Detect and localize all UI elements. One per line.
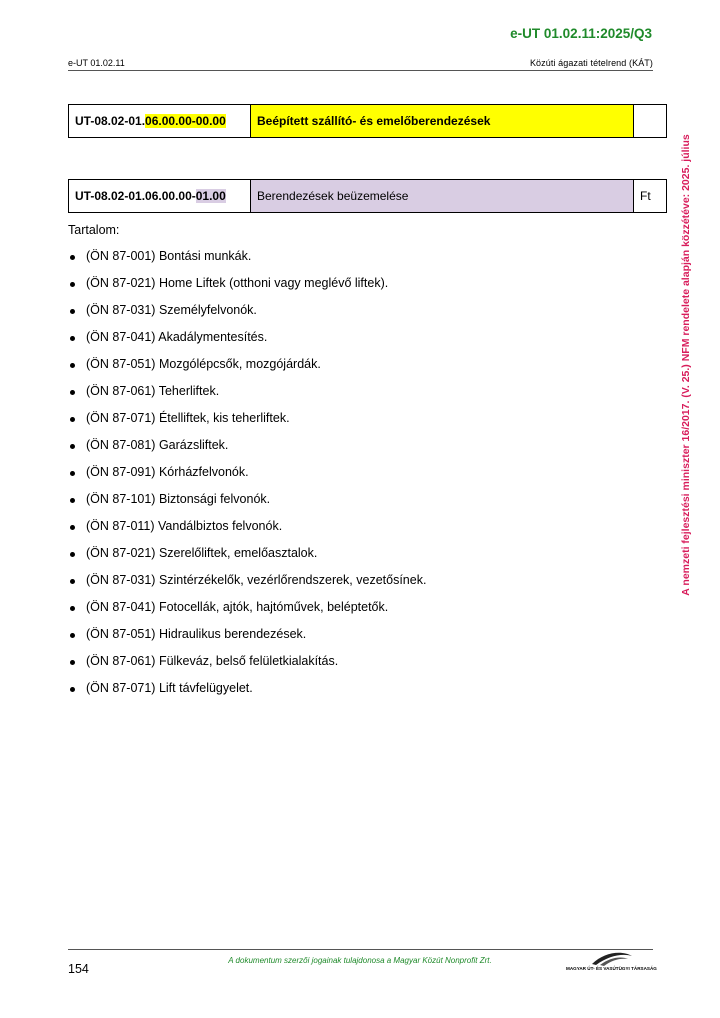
item-title: Beépített szállító- és emelőberendezések [251, 105, 634, 138]
side-note: A nemzeti fejlesztési miniszter 16/2017. (V. 25.) NFM rendelete alapján közzétéve: 2025. július [680, 134, 692, 596]
item-code [69, 105, 251, 138]
list-item: (ÖN 87-001) Bontási munkák. [68, 249, 426, 276]
content-label: Tartalom: [68, 223, 120, 237]
document-code: e-UT 01.02.11:2025/Q3 [510, 26, 652, 41]
list-item: (ÖN 87-091) Kórházfelvonók. [68, 465, 426, 492]
code-prefix: UT-08.02-01.06.00.00- [75, 189, 196, 203]
content-list [68, 249, 426, 708]
list-item: (ÖN 87-101) Biztonsági felvonók. [68, 492, 426, 519]
page-number: 154 [68, 962, 89, 976]
list-item: (ÖN 87-021) Szerelőliftek, emelőasztalok. [68, 546, 426, 573]
list-item: (ÖN 87-051) Mozgólépcsők, mozgójárdák. [68, 357, 426, 384]
item-unit: Ft [634, 180, 667, 213]
code-prefix: UT-08.02-01. [75, 114, 146, 128]
list-item: (ÖN 87-071) Ételliftek, kis teherliftek. [68, 411, 426, 438]
logo-text: MAGYAR ÚT- ÉS VASÚTÜGYI TÁRSASÁG [566, 966, 657, 971]
code-highlight: 06.00.00-00.00 [145, 114, 226, 128]
list-item: (ÖN 87-031) Személyfelvonók. [68, 303, 426, 330]
copyright-notice: A dokumentum szerzői jogainak tulajdonosa a Magyar Közút Nonprofit Zrt. [228, 956, 492, 965]
header-right: Közúti ágazati tételrend (KÁT) [529, 58, 653, 68]
company-logo [566, 950, 657, 974]
item-table-child [68, 179, 667, 213]
page-header [68, 58, 653, 71]
list-item: (ÖN 87-081) Garázsliftek. [68, 438, 426, 465]
header-left: e-UT 01.02.11 [68, 58, 125, 68]
list-item: (ÖN 87-021) Home Liftek (otthoni vagy meglévő liftek). [68, 276, 426, 303]
list-item: (ÖN 87-011) Vandálbiztos felvonók. [68, 519, 426, 546]
item-title: Berendezések beüzemelése [251, 180, 634, 213]
list-item: (ÖN 87-061) Teherliftek. [68, 384, 426, 411]
list-item: (ÖN 87-071) Lift távfelügyelet. [68, 681, 426, 708]
list-item: (ÖN 87-041) Akadálymentesítés. [68, 330, 426, 357]
item-code [69, 180, 251, 213]
list-item: (ÖN 87-061) Fülkeváz, belső felületkialakítás. [68, 654, 426, 681]
code-highlight: 01.00 [195, 189, 226, 203]
list-item: (ÖN 87-041) Fotocellák, ajtók, hajtóművek, beléptetők. [68, 600, 426, 627]
item-unit [634, 105, 667, 138]
list-item: (ÖN 87-031) Szintérzékelők, vezérlőrendszerek, vezetősínek. [68, 573, 426, 600]
list-item: (ÖN 87-051) Hidraulikus berendezések. [68, 627, 426, 654]
item-table-parent [68, 104, 667, 138]
